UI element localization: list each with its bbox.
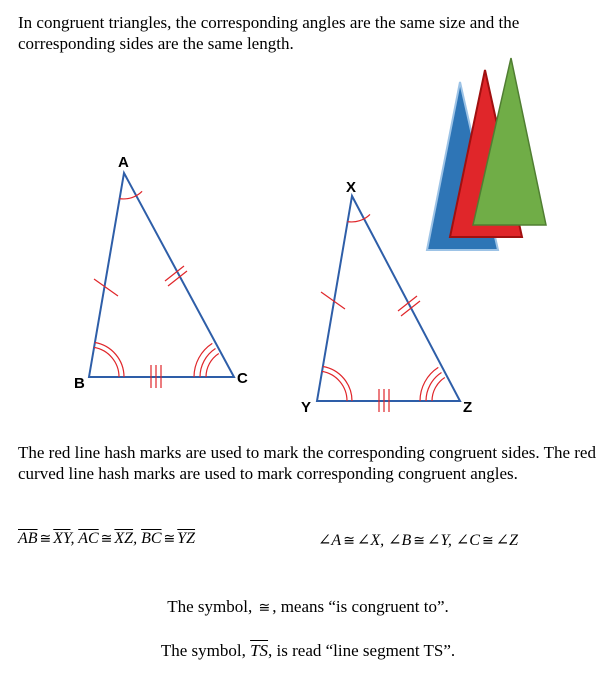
congruent-symbol: ≅ [413,534,426,549]
side-yz: $\overline{YZ}$ [177,530,196,547]
angle-mark-y [322,367,352,402]
vertex-z: Z [463,399,473,416]
note2-before: The symbol, [160,641,251,660]
angle-icon: ∠ [427,532,441,549]
separator: , [380,532,389,549]
congruent-symbol: ≅ [163,532,176,547]
angle-icon: ∠ [356,532,371,549]
congruent-symbol-note [0,597,616,617]
angle-icon: ∠ [318,532,332,549]
stacked-triangles [427,58,546,250]
vertex-a: A [118,154,129,171]
angle-congruence-statements [318,530,518,550]
angle-icon: ∠ [455,532,470,549]
segment-symbol-note [0,641,616,661]
separator: , [447,532,456,549]
congruent-symbol: ≅ [258,601,271,616]
segment-symbol: $\overline{TS}$ [250,641,269,660]
side-ab: $\overline{AB}$ [18,530,38,547]
triangle-abc-outline [89,173,234,377]
explanation-text: The red line hash marks are used to mark the corresponding congruent sides. The red curved line hash marks are used to mark corresponding congruent angles. [18,443,596,483]
side-xy: $\overline{XY}$ [53,530,71,547]
angle-mark-z [420,367,445,401]
congruent-symbol: ≅ [100,532,113,547]
angle-c: C [469,532,480,549]
angle-mark-c [194,343,219,377]
note2-after: , is read “line segment TS”. [268,641,456,660]
vertex-y: Y [301,399,312,416]
vertex-c: C [237,370,248,387]
angle-mark-a [120,191,143,199]
separator: , [133,530,142,547]
congruent-symbol: ≅ [39,532,52,547]
side-congruence-statements [18,530,195,548]
angle-b: B [401,532,412,549]
angle-y: Y [440,532,448,549]
vertex-b: B [74,375,85,392]
triangle-abc [74,154,248,392]
angle-mark-x [348,214,370,222]
separator: , [70,530,79,547]
vertex-x: X [346,179,357,196]
angle-a: A [331,532,342,549]
side-bc: $\overline{BC}$ [141,530,162,547]
intro-text: In congruent triangles, the corresponding angles are the same size and the corresponding sides are the same length. [18,13,520,53]
note1-before: The symbol, [167,597,257,616]
note1-after: , means “is congruent to”. [272,597,449,616]
side-xz: $\overline{XZ}$ [114,530,134,547]
congruent-symbol: ≅ [481,534,494,549]
angle-icon: ∠ [495,532,510,549]
angle-x: X [370,532,381,549]
angle-mark-b [94,343,124,378]
angle-z: Z [509,532,518,549]
congruent-symbol: ≅ [343,534,355,549]
angle-icon: ∠ [388,532,402,549]
side-ac: $\overline{AC}$ [78,530,99,547]
